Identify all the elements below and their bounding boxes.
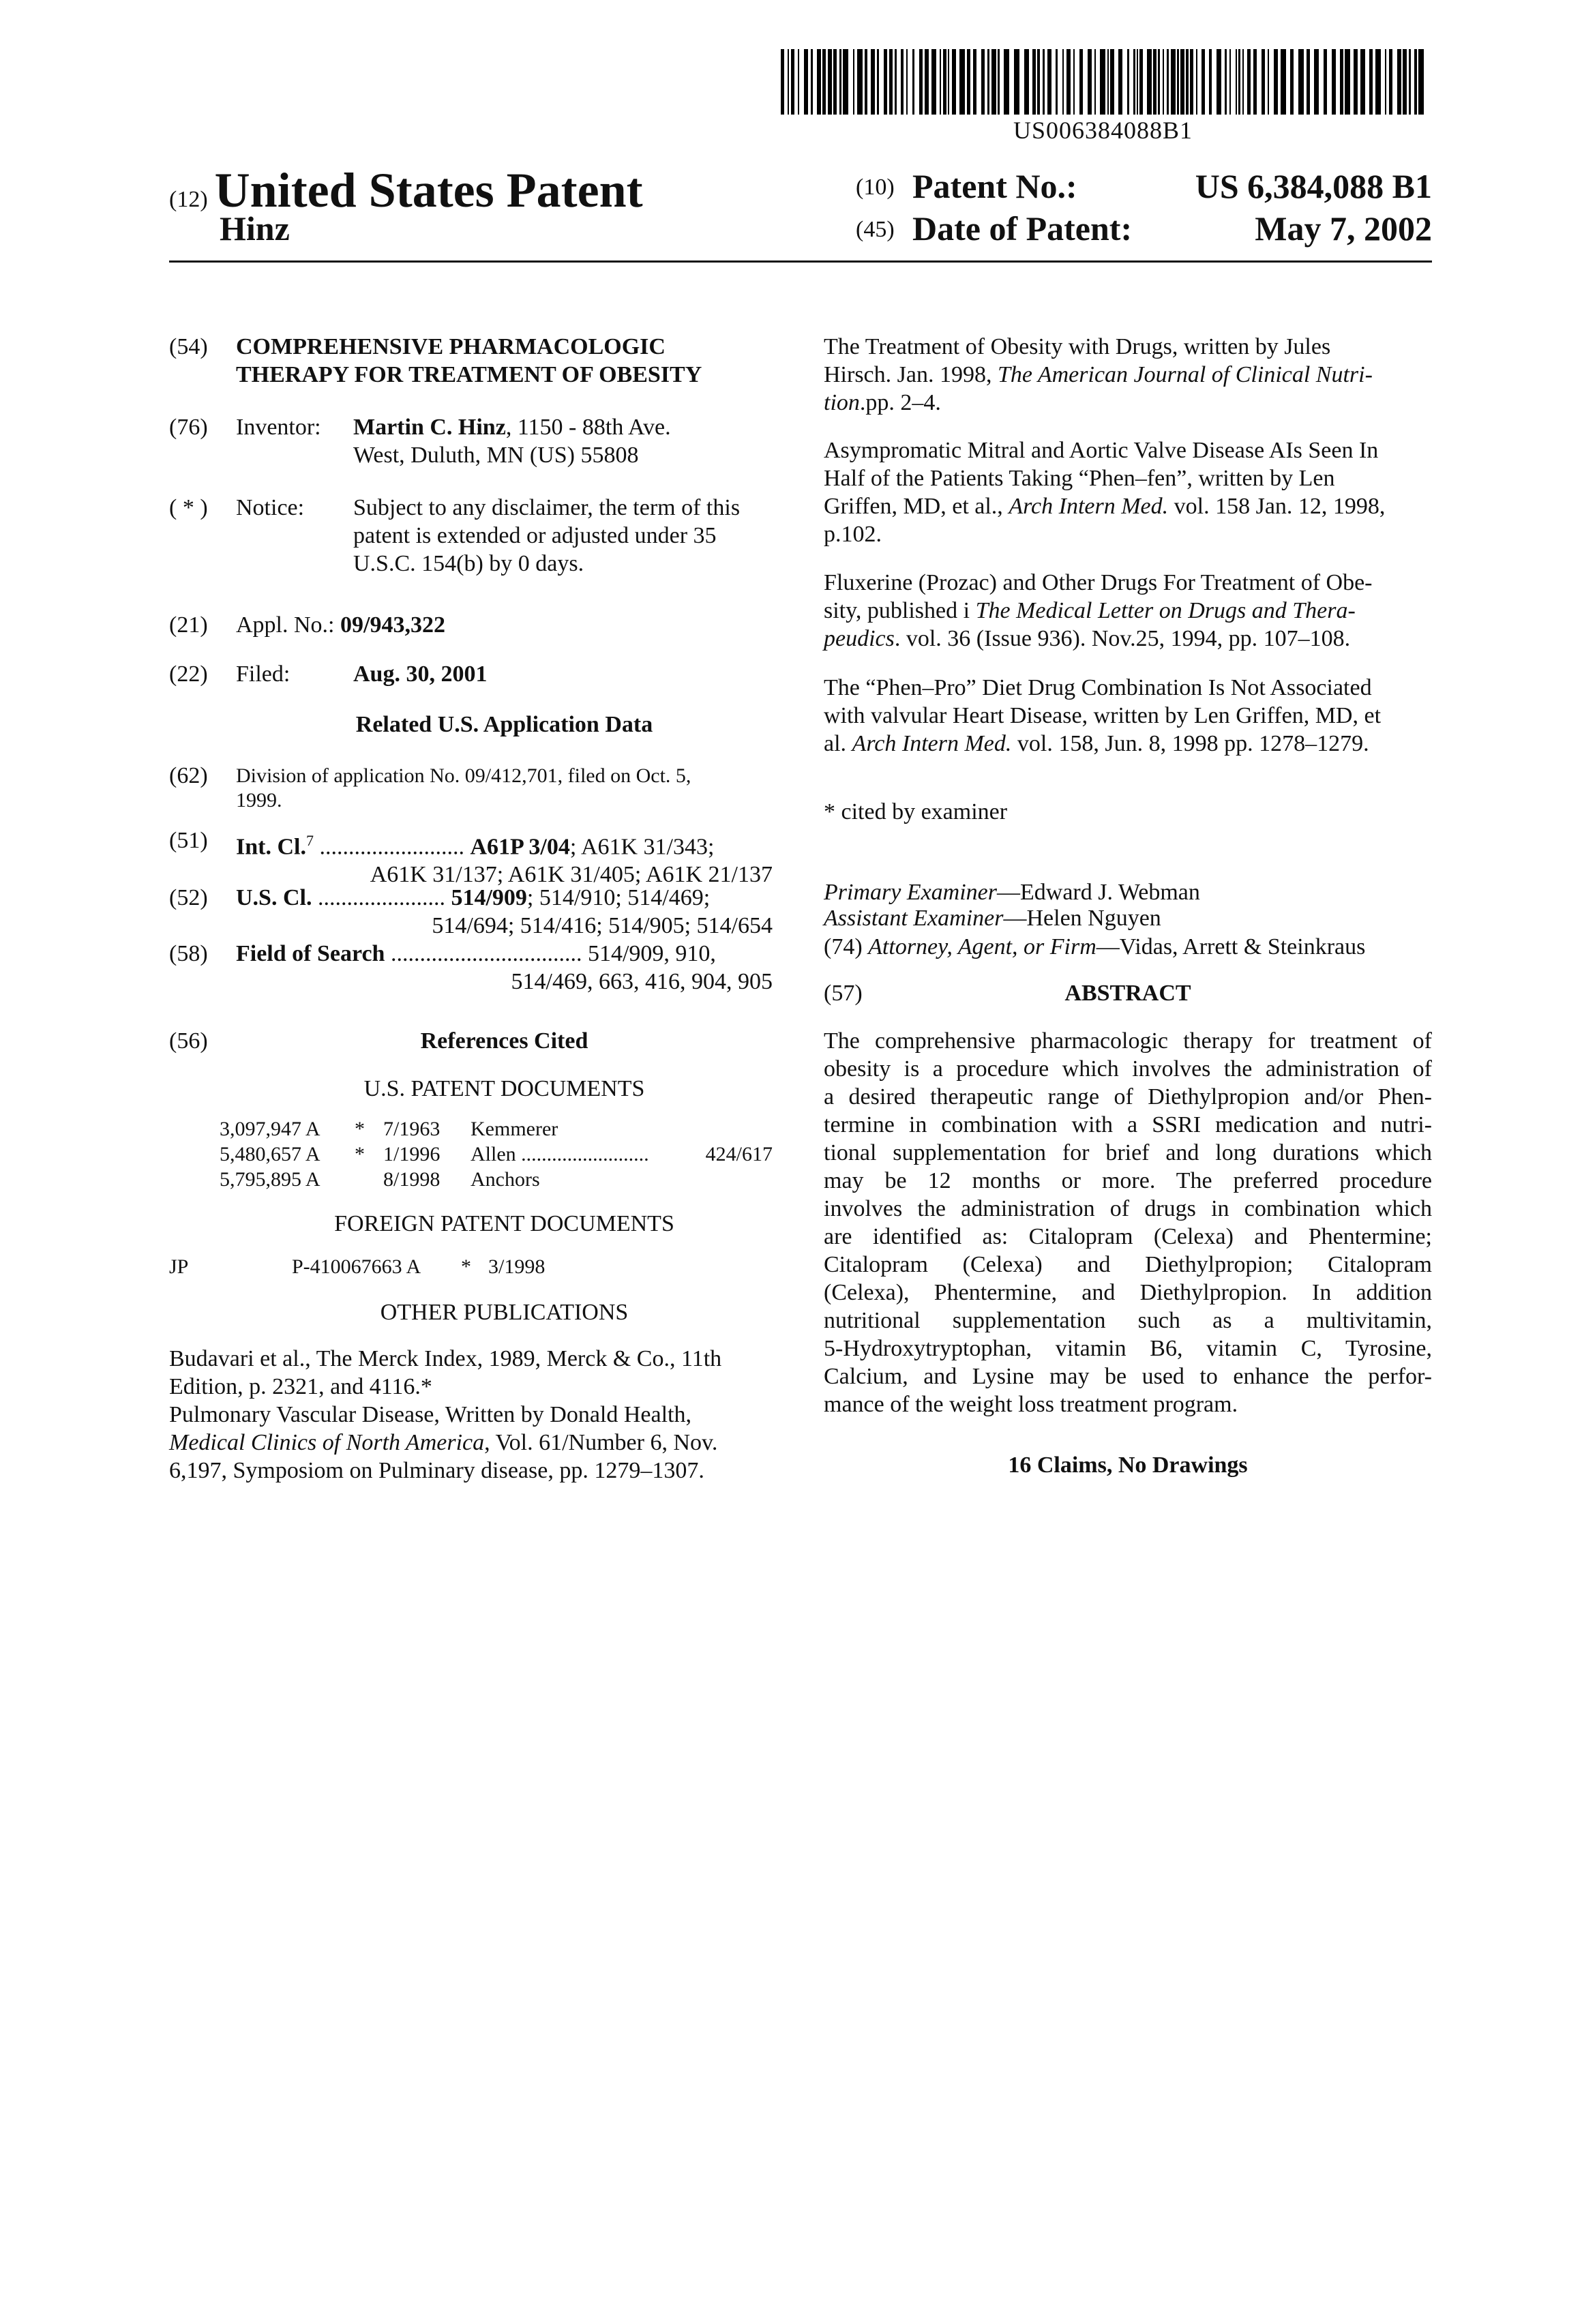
barcode-bar — [1409, 49, 1411, 115]
barcode-bar — [1369, 49, 1373, 115]
barcode-bar — [919, 49, 923, 115]
barcode-bar — [948, 49, 949, 115]
appl-section — [169, 611, 773, 639]
barcode-bar — [940, 49, 941, 115]
abstract-heading-row — [824, 979, 1432, 1007]
intcl-main: A61P 3/04 — [470, 834, 570, 860]
barcode-bar — [1253, 49, 1257, 115]
intcl-code: (51) — [169, 828, 208, 853]
barcode-bar — [884, 49, 887, 115]
us-patent-name: Kemmerer — [471, 1118, 558, 1140]
barcode-bar — [1167, 49, 1169, 115]
barcode-bar — [781, 49, 784, 115]
search-rest: 514/469, 663, 416, 904, 905 — [511, 969, 773, 994]
abstract-heading: ABSTRACT — [1064, 981, 1191, 1006]
barcode-bar — [1177, 49, 1179, 115]
search-label: Field of Search — [236, 941, 385, 966]
intcl-superscript: 7 — [305, 832, 314, 849]
publication-text: Budavari et al., The Merck Index, 1989, Merck & Co., 11th — [169, 1346, 722, 1371]
barcode-bar — [817, 49, 821, 115]
attorney-name: —Vidas, Arrett & Steinkraus — [1096, 934, 1366, 959]
attorney — [824, 933, 1432, 961]
abstract-line: tional supplementation for brief and long durations which — [824, 1140, 1432, 1165]
barcode-bar — [1190, 49, 1193, 115]
date-label: Date of Patent: — [912, 209, 1133, 248]
barcode-bar — [1354, 49, 1358, 115]
abstract-code: (57) — [824, 981, 863, 1006]
intcl-rest: A61K 31/137; A61K 31/405; A61K 21/137 — [370, 862, 773, 888]
reference-text: Griffen, MD, et al., — [824, 494, 1009, 519]
barcode-bar — [1403, 49, 1407, 115]
date-code: (45) — [856, 217, 895, 242]
barcode-bar — [1147, 49, 1152, 115]
reference-3 — [824, 569, 1432, 653]
attorney-code: (74) — [824, 934, 863, 959]
barcode-bar — [853, 49, 854, 115]
barcode-bar — [952, 49, 956, 115]
barcode-bar — [804, 49, 808, 115]
barcode-bar — [1180, 49, 1184, 115]
doc-type-code: (12) — [169, 187, 208, 212]
division-code: (62) — [169, 763, 208, 788]
search-code: (58) — [169, 941, 208, 966]
reference-journal: Arch Intern Med. — [852, 731, 1012, 756]
us-patents-list — [220, 1117, 773, 1193]
us-patent-star: * — [355, 1118, 365, 1140]
notice-section — [169, 494, 773, 578]
division-text: 1999. — [236, 789, 282, 811]
barcode-bar — [1414, 49, 1417, 115]
search-rest: 514/909, 910, — [587, 941, 716, 966]
patent-number: US 6,384,088 B1 — [1195, 167, 1432, 205]
us-patent-class: 424/617 — [705, 1143, 773, 1165]
us-patent-date: 1/1996 — [383, 1143, 441, 1165]
foreign-star: * — [461, 1255, 471, 1278]
other-pubs-heading: OTHER PUBLICATIONS — [380, 1300, 629, 1325]
publication-text: Edition, p. 2321, and 4116.* — [169, 1374, 432, 1399]
reference-text: Fluxerine (Prozac) and Other Drugs For Treatment of Obe- — [824, 570, 1373, 595]
reference-text: The “Phen–Pro” Diet Drug Combination Is Not Associated — [824, 675, 1372, 700]
barcode-bar — [865, 49, 867, 115]
inventor-address: West, Duluth, MN (US) 55808 — [353, 443, 639, 468]
publication-2 — [169, 1401, 773, 1485]
patent-number-row — [856, 166, 1432, 207]
publication-text: 6,197, Symposiom on Pulminary disease, pp. 1279–1307. — [169, 1458, 704, 1483]
us-patent-number: 5,480,657 A — [220, 1143, 320, 1165]
barcode-bar — [1073, 49, 1075, 115]
uscl-code: (52) — [169, 885, 208, 910]
barcode-bar — [1153, 49, 1156, 115]
us-patent-row — [220, 1167, 773, 1193]
barcode-bar — [1229, 49, 1231, 115]
reference-text: p.102. — [824, 522, 882, 547]
abstract-line: Calcium, and Lysine may be used to enhance the perfor- — [824, 1364, 1432, 1389]
search-section — [169, 940, 773, 996]
reference-journal: The American Journal of Clinical Nutri- — [997, 362, 1373, 387]
barcode-bar — [901, 49, 904, 115]
barcode-bar — [788, 49, 789, 115]
intcl-section — [169, 826, 773, 889]
claims-summary: 16 Claims, No Drawings — [1008, 1452, 1248, 1478]
reference-text: Half of the Patients Taking “Phen–fen”, written by Len — [824, 466, 1335, 491]
barcode-bar — [987, 49, 989, 115]
notice-code: ( * ) — [169, 495, 208, 520]
reference-text: The Treatment of Obesity with Drugs, written by Jules — [824, 334, 1331, 359]
title-line: THERAPY FOR TREATMENT OF OBESITY — [236, 362, 702, 387]
primary-examiner-label: Primary Examiner — [824, 880, 998, 905]
reference-journal: Arch Intern Med. — [1009, 494, 1169, 519]
uscl-section — [169, 884, 773, 940]
uscl-label: U.S. Cl. — [236, 885, 312, 910]
barcode-bar — [1238, 49, 1240, 115]
barcode-bar — [906, 49, 908, 115]
appl-number: 09/943,322 — [340, 612, 445, 638]
barcode-bar — [967, 49, 970, 115]
barcode-bar — [877, 49, 879, 115]
header-rule — [169, 260, 1432, 263]
barcode-bar — [1209, 49, 1212, 115]
abstract-line: are identified as: Citalopram (Celexa) and Phentermine; — [824, 1224, 1432, 1249]
publication-journal: Medical Clinics of North America — [169, 1430, 485, 1455]
barcode-bar — [1375, 49, 1381, 115]
barcode-bar — [1186, 49, 1189, 115]
references-code: (56) — [169, 1028, 208, 1054]
reference-text: .pp. 2–4. — [859, 390, 941, 415]
barcode-bar — [1032, 49, 1036, 115]
references-heading: References Cited — [420, 1028, 588, 1054]
barcode-bar — [1014, 49, 1019, 115]
patent-number-label: Patent No.: — [912, 167, 1077, 205]
barcode-bar — [991, 49, 996, 115]
barcode-bar — [1225, 49, 1227, 115]
patent-number-code: (10) — [856, 175, 895, 200]
barcode-bar — [1062, 49, 1064, 115]
abstract-line: involves the administration of drugs in combination which — [824, 1196, 1432, 1221]
right-column — [824, 333, 1432, 1526]
inventor-section — [169, 413, 773, 469]
us-patent-number: 3,097,947 A — [220, 1118, 320, 1140]
barcode-bar — [1202, 49, 1205, 115]
abstract-line: Citalopram (Celexa) and Diethylpropion; Citalopram — [824, 1252, 1432, 1277]
uscl-main: 514/909 — [451, 885, 527, 910]
barcode-bar — [833, 49, 837, 115]
inventor-code: (76) — [169, 415, 208, 440]
title-section — [169, 333, 773, 389]
barcode-bar — [1094, 49, 1096, 115]
filed-code: (22) — [169, 661, 208, 687]
title-code: (54) — [169, 334, 208, 359]
appl-code: (21) — [169, 612, 208, 638]
barcode-bar — [889, 49, 893, 115]
uscl-rest: ; 514/910; 514/469; — [526, 885, 711, 910]
barcode-bar — [1171, 49, 1176, 115]
barcode-bar — [1137, 49, 1138, 115]
abstract-line: obesity is a procedure which involves the administration of — [824, 1056, 1432, 1082]
us-patent-name: Allen ......................... — [471, 1143, 649, 1165]
barcode-bar — [1332, 49, 1336, 115]
us-patents-heading: U.S. PATENT DOCUMENTS — [363, 1076, 645, 1101]
barcode-bar — [871, 49, 875, 115]
barcode-bar — [1307, 49, 1310, 115]
foreign-date: 3/1998 — [488, 1255, 546, 1278]
barcode-bar — [895, 49, 897, 115]
barcode-bar — [1281, 49, 1286, 115]
foreign-number: P-410067663 A — [292, 1255, 421, 1278]
division-section — [169, 764, 773, 813]
barcode-bar — [811, 49, 813, 115]
barcode-bar — [1127, 49, 1129, 115]
reference-4 — [824, 674, 1432, 758]
abstract-line: mance of the weight loss treatment program. — [824, 1392, 1238, 1417]
abstract-line: 5-Hydroxytryptophan, vitamin B6, vitamin C, Tyrosine, — [824, 1336, 1432, 1361]
abstract-line: may be 12 months or more. The preferred procedure — [824, 1168, 1432, 1193]
barcode-bar — [822, 49, 826, 115]
barcode-bar — [1118, 49, 1122, 115]
barcode-bar — [998, 49, 1000, 115]
reference-text: sity, published i — [824, 598, 976, 623]
uscl-rest: 514/694; 514/416; 514/905; 514/654 — [432, 913, 773, 938]
reference-text: al. — [824, 731, 852, 756]
barcode-bar — [839, 49, 841, 115]
us-patent-row — [220, 1142, 773, 1167]
barcode-bar — [1158, 49, 1160, 115]
cited-by-examiner: * cited by examiner — [824, 799, 1008, 824]
us-patent-row — [220, 1117, 773, 1142]
us-patent-date: 7/1963 — [383, 1118, 441, 1140]
barcode-bar — [1217, 49, 1221, 115]
barcode-bar — [857, 49, 863, 115]
assistant-examiner — [824, 904, 1432, 932]
notice-text: Subject to any disclaimer, the term of this — [353, 495, 741, 520]
barcode-number: US006384088B1 — [1013, 117, 1193, 144]
barcode-bar — [1088, 49, 1092, 115]
barcode-bar — [1268, 49, 1269, 115]
barcode-bar — [1418, 49, 1424, 115]
barcode-bar — [1247, 49, 1251, 115]
barcode-bar — [1163, 49, 1164, 115]
abstract-line: a desired therapeutic range of Diethylpropion and/or Phen- — [824, 1084, 1432, 1109]
us-patent-name: Anchors — [471, 1168, 540, 1191]
barcode-bar — [1389, 49, 1392, 115]
barcode-bar — [931, 49, 936, 115]
left-column — [169, 333, 773, 1492]
barcode-bar — [1385, 49, 1386, 115]
barcode-bar — [828, 49, 832, 115]
division-text: Division of application No. 09/412,701, filed on Oct. 5, — [236, 764, 691, 787]
title-line: COMPREHENSIVE PHARMACOLOGIC — [236, 334, 666, 359]
barcode-bar — [1047, 49, 1051, 115]
us-patent-date: 8/1998 — [383, 1168, 441, 1191]
references-heading-row — [169, 1027, 773, 1055]
reference-journal: The Medical Letter on Drugs and Thera- — [975, 598, 1356, 623]
publication-1 — [169, 1345, 773, 1401]
date-row — [856, 209, 1432, 250]
abstract-line: termine in combination with a SSRI medication and nutri- — [824, 1112, 1432, 1137]
primary-examiner — [824, 878, 1432, 906]
publication-text: , Vol. 61/Number 6, Nov. — [484, 1430, 718, 1455]
barcode-bar — [1345, 49, 1350, 115]
barcode-bar — [843, 49, 848, 115]
uscl-dots: ...................... — [312, 885, 445, 910]
barcode-bar — [1397, 49, 1401, 115]
barcode-bar — [1340, 49, 1343, 115]
reference-text: vol. 158 Jan. 12, 1998, — [1168, 494, 1386, 519]
barcode-bar — [1360, 49, 1365, 115]
barcode-bar — [1024, 49, 1029, 115]
inventor-label: Inventor: — [236, 415, 321, 440]
barcode-bar — [912, 49, 914, 115]
abstract-line: (Celexa), Phentermine, and Diethylpropion. In addition — [824, 1280, 1432, 1305]
publication-text: Pulmonary Vascular Disease, Written by Donald Health, — [169, 1402, 691, 1427]
barcode-bar — [925, 49, 929, 115]
barcode-bar — [973, 49, 976, 115]
primary-examiner-name: —Edward J. Webman — [997, 880, 1200, 905]
reference-2 — [824, 436, 1432, 548]
barcode-bar — [1100, 49, 1105, 115]
inventor-name: Martin C. Hinz — [353, 415, 506, 440]
barcode-bar — [1298, 49, 1304, 115]
reference-text: Hirsch. Jan. 1998, — [824, 362, 998, 387]
barcode-bar — [798, 49, 799, 115]
barcode-bar — [1139, 49, 1143, 115]
intcl-label: Int. Cl. — [236, 834, 306, 860]
foreign-country: JP — [169, 1255, 189, 1278]
inventor-surname: Hinz — [220, 209, 290, 248]
barcode-bar — [1324, 49, 1327, 115]
related-heading: Related U.S. Application Data — [355, 712, 653, 737]
barcode-bar — [943, 49, 946, 115]
assistant-examiner-name: —Helen Nguyen — [1003, 906, 1161, 931]
attorney-label: Attorney, Agent, or Firm — [868, 934, 1096, 959]
intcl-dots: ......................... — [313, 834, 464, 860]
barcode-bar — [1290, 49, 1294, 115]
reference-text: . vol. 36 (Issue 936). Nov.25, 1994, pp. 107–108. — [894, 626, 1351, 651]
barcode-bar — [1066, 49, 1071, 115]
search-dots: ................................. — [385, 941, 582, 966]
abstract-body — [824, 1027, 1432, 1418]
barcode-bar — [1262, 49, 1265, 115]
reference-text: Asympromatic Mitral and Aortic Valve Disease AIs Seen In — [824, 438, 1379, 463]
notice-text: patent is extended or adjusted under 35 — [353, 523, 717, 548]
filed-label: Filed: — [236, 661, 290, 687]
barcode-bar — [1056, 49, 1058, 115]
barcode-bar — [1037, 49, 1040, 115]
reference-text: with valvular Heart Disease, written by Len Griffen, MD, et — [824, 703, 1382, 728]
filed-date: Aug. 30, 2001 — [353, 661, 488, 687]
barcode-bar — [981, 49, 985, 115]
us-patent-star: * — [355, 1143, 365, 1165]
intcl-rest: ; A61K 31/343; — [569, 834, 715, 860]
reference-journal: peudics — [824, 626, 895, 651]
barcode-bar — [959, 49, 965, 115]
barcode-bar — [1236, 49, 1237, 115]
reference-journal: tion — [824, 390, 860, 415]
us-patent-number: 5,795,895 A — [220, 1168, 320, 1191]
barcode-bar — [1314, 49, 1319, 115]
reference-text: vol. 158, Jun. 8, 1998 pp. 1278–1279. — [1011, 731, 1369, 756]
barcode-bar — [1079, 49, 1083, 115]
doc-type: United States Patent — [214, 163, 643, 218]
foreign-heading: FOREIGN PATENT DOCUMENTS — [334, 1211, 674, 1236]
barcode-bar — [1043, 49, 1045, 115]
patent-date: May 7, 2002 — [1255, 209, 1432, 248]
inventor-address: , 1150 - 88th Ave. — [505, 415, 671, 440]
barcode-bar — [1242, 49, 1244, 115]
abstract-line: The comprehensive pharmacologic therapy for treatment of — [824, 1028, 1432, 1054]
barcode-bar — [1107, 49, 1109, 115]
barcode-bar — [1133, 49, 1135, 115]
abstract-line: nutritional supplementation such as a multivitamin, — [824, 1308, 1432, 1333]
appl-label: Appl. No.: — [236, 612, 335, 638]
barcode — [781, 49, 1425, 115]
barcode-bar — [1274, 49, 1278, 115]
assistant-examiner-label: Assistant Examiner — [824, 906, 1004, 931]
notice-text: U.S.C. 154(b) by 0 days. — [353, 551, 584, 576]
reference-1 — [824, 333, 1432, 417]
notice-label: Notice: — [236, 495, 305, 520]
barcode-bar — [1004, 49, 1009, 115]
barcode-bar — [1196, 49, 1197, 115]
barcode-bar — [791, 49, 794, 115]
barcode-bar — [1110, 49, 1114, 115]
